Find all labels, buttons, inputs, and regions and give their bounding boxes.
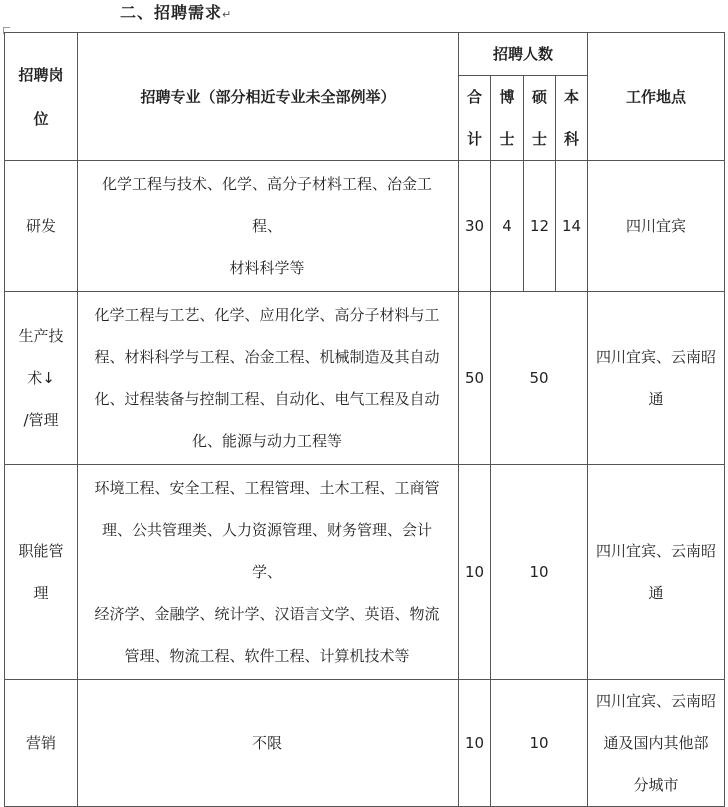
position-cell: 职能管 理: [5, 465, 78, 680]
major-header: 招聘专业（部分相近专业未全部例举）: [78, 33, 459, 161]
majors-cell: 环境工程、安全工程、工程管理、土木工程、工商管 理、公共管理类、人力资源管理、财务管理、会计学、 经济学、金融学、统计学、汉语言文学、英语、物流 管理、物流工程、软件工程、计算机技术等: [78, 465, 459, 680]
table-row: [5, 161, 725, 292]
majors-cell: 化学工程与工艺、化学、应用化学、高分子材料与工 程、材料科学与工程、冶金工程、机械制造及其自动 化、过程装备与控制工程、自动化、电气工程及自动 化、能源与动力工程等: [78, 292, 459, 465]
majors-cell: 化学工程与技术、化学、高分子材料工程、冶金工程、 材料科学等: [78, 161, 459, 292]
paragraph-mark: ↵: [222, 8, 233, 21]
master-cell: 12: [524, 161, 556, 292]
header-row-1: [5, 33, 725, 76]
total-cell: 10: [459, 680, 491, 807]
position-header: 招聘岗 位: [5, 33, 78, 161]
bachelor-cell: 14: [556, 161, 588, 292]
location-cell: 四川宜宾、云南昭 通及国内其他部 分城市: [588, 680, 725, 807]
recruitment-table: [4, 32, 725, 807]
total-header: 合 计: [459, 76, 491, 161]
total-cell: 30: [459, 161, 491, 292]
section-title: 二、招聘需求↵: [120, 3, 233, 22]
location-cell: 四川宜宾: [588, 161, 725, 292]
location-header: 工作地点: [588, 33, 725, 161]
table-row: [5, 292, 725, 465]
total-cell: 10: [459, 465, 491, 680]
degree-merged-cell: 50: [491, 292, 588, 465]
majors-cell: 不限: [78, 680, 459, 807]
degree-merged-cell: 10: [491, 680, 588, 807]
phd-header: 博 士: [491, 76, 524, 161]
location-cell: 四川宜宾、云南昭 通: [588, 465, 725, 680]
position-cell: 研发: [5, 161, 78, 292]
table-row: [5, 465, 725, 680]
position-cell: 营销: [5, 680, 78, 807]
table-row: [5, 680, 725, 807]
master-header: 硕 士: [524, 76, 556, 161]
total-cell: 50: [459, 292, 491, 465]
headcount-header: 招聘人数: [459, 33, 588, 76]
location-cell: 四川宜宾、云南昭 通: [588, 292, 725, 465]
bachelor-header: 本 科: [556, 76, 588, 161]
phd-cell: 4: [491, 161, 524, 292]
position-cell: 生产技 术↓ /管理: [5, 292, 78, 465]
degree-merged-cell: 10: [491, 465, 588, 680]
